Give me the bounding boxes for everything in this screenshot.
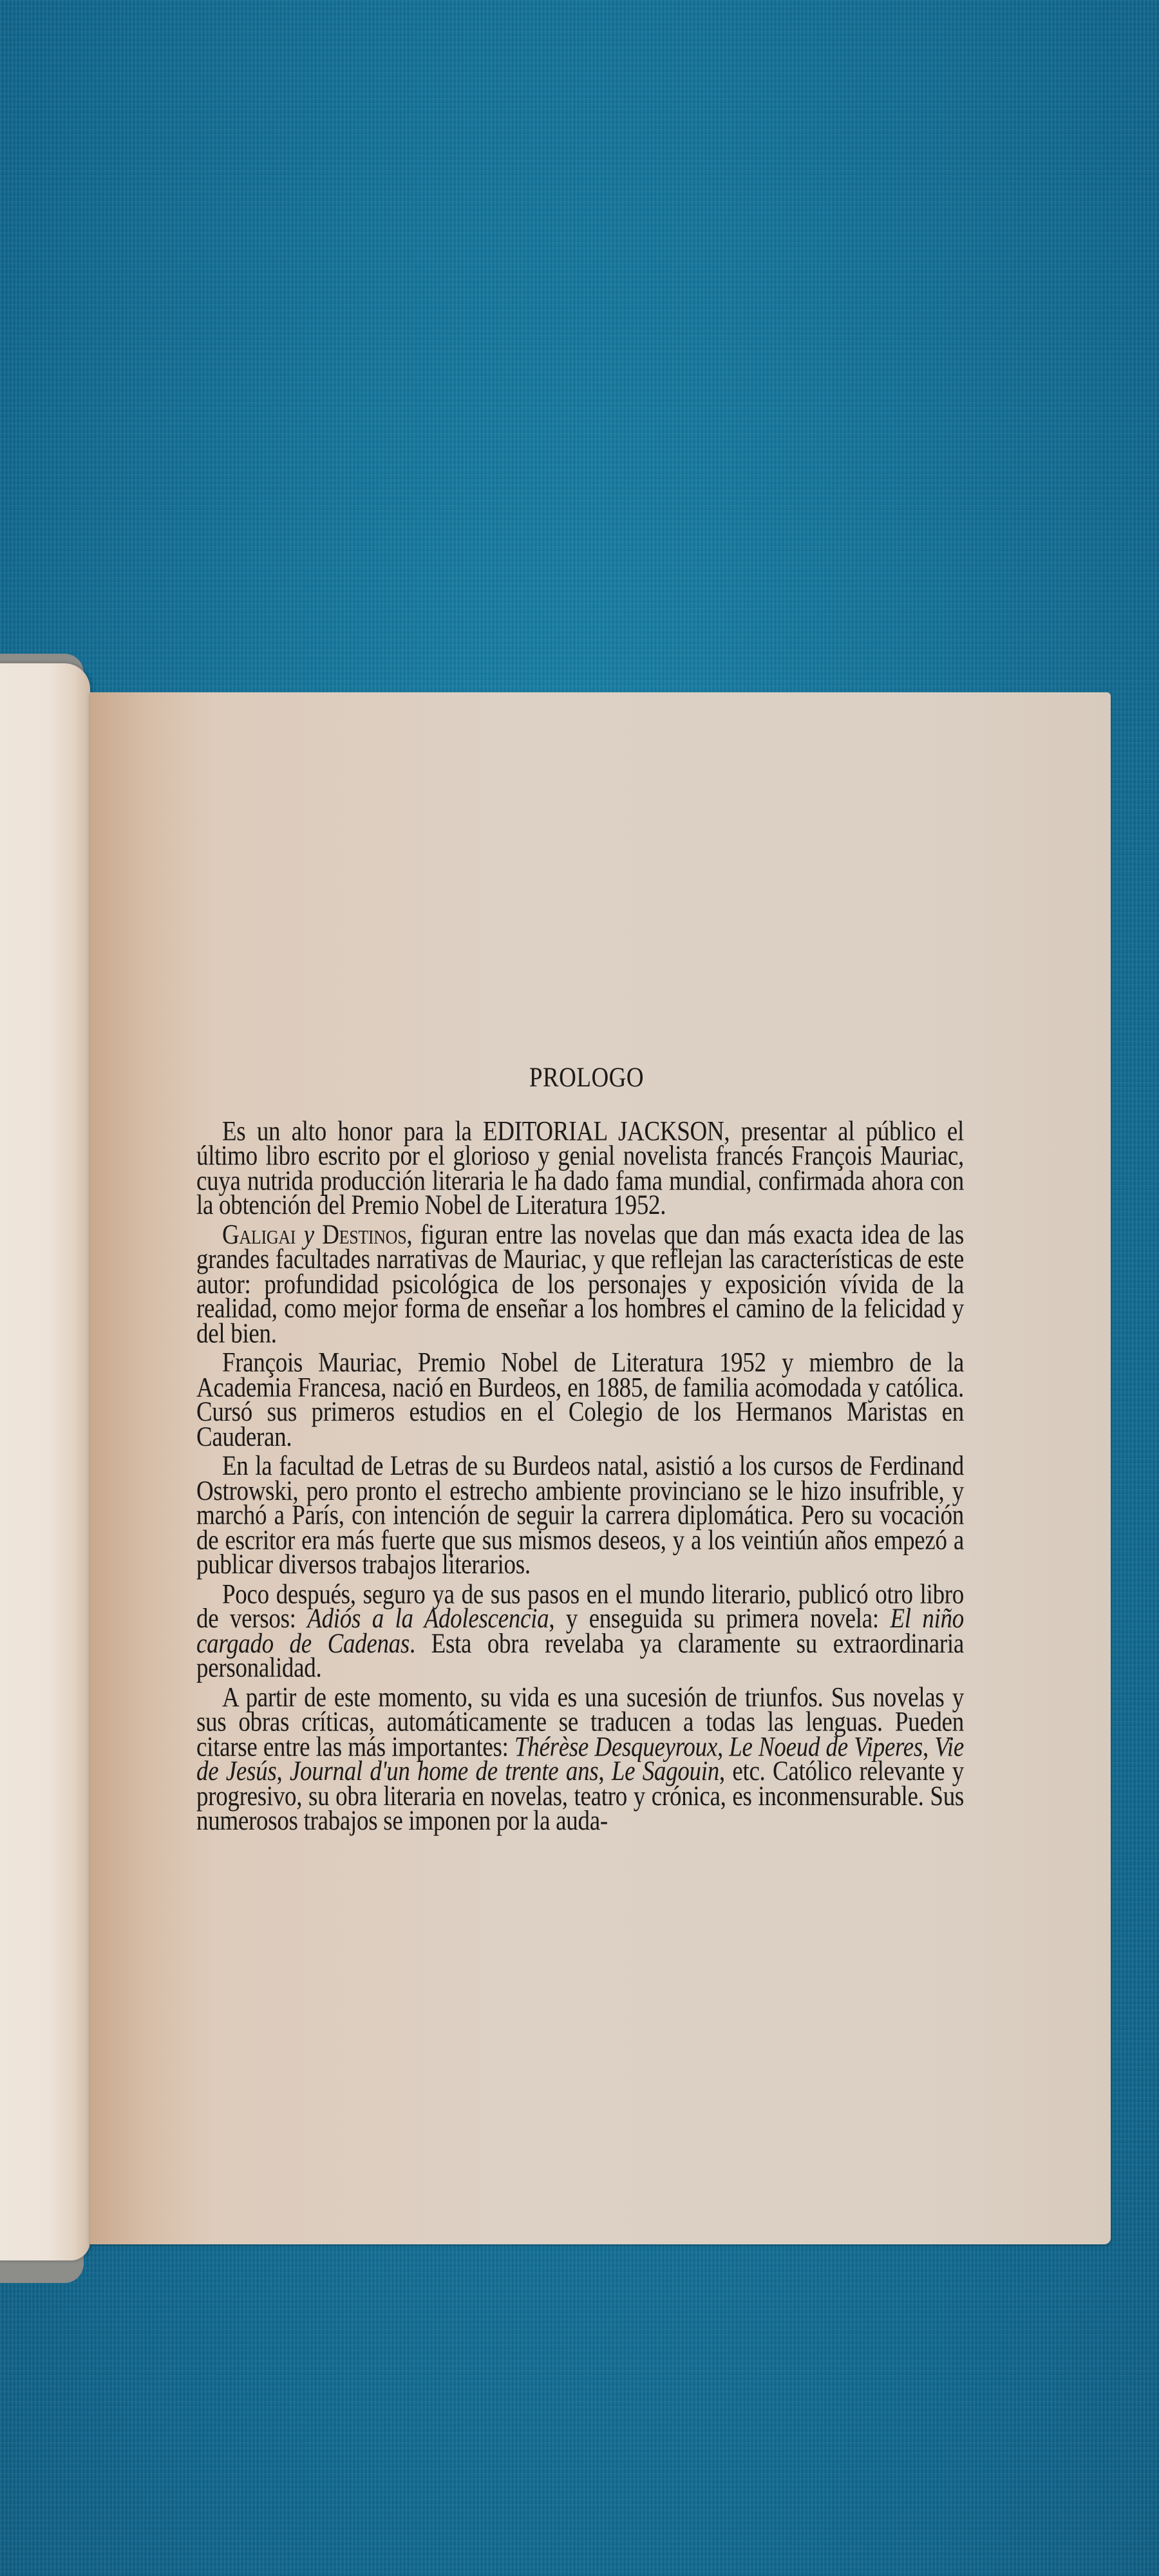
page-text: [196, 1062, 965, 1837]
paragraph-2: [196, 1218, 964, 1349]
work-title: Le Noeud de Viperes: [729, 1731, 923, 1763]
work-title: Le Sagouin: [611, 1756, 719, 1787]
book-title-galigai: Galigai: [222, 1218, 296, 1251]
left-page: [0, 663, 90, 2260]
paragraph-1: Es un alto honor para la EDITORIAL JACKSON, presentar al público el último libro escrito por el glorioso y genial novelista francés François Mauriac, cuya nutrida producción literaria le ha dado fama mundial, confirmada ahora con la obtención del Premio Nobel de Literatura 1952.: [196, 1115, 964, 1221]
paragraph-6-text-a: A partir de este momento, su vida es una sucesión de triunfos. Sus novelas y sus obras críticas, automáticamente se traducen a todas las lenguas. Pueden citarse entre las más importantes:: [196, 1681, 964, 1763]
book-title-adios: Adiós a la Adolescencia: [307, 1603, 549, 1634]
book-title-destinos: Destinos: [322, 1218, 407, 1251]
paragraph-3: François Mauriac, Premio Nobel de Literatura 1952 y miembro de la Academia Francesa, nació en Burdeos, en 1885, de familia acomodada y católica. Cursó sus primeros estudios en el Colegio de los Hermanos Maristas en Cauderan.: [196, 1347, 964, 1453]
page-title: PROLOGO: [529, 1062, 645, 1094]
paragraph-6-text-b: , etc. Católico relevante y progresivo, su obra literaria en novelas, teatro y crónica, es inconmensurable. Sus numerosos trabajos se imponen por la auda-: [196, 1756, 964, 1837]
paragraph-6: [196, 1681, 965, 1837]
separator: ,: [276, 1756, 290, 1787]
paragraph-5-text-c: . Esta obra revelaba ya claramente su extraordinaria personalidad.: [196, 1627, 964, 1684]
separator: ,: [598, 1756, 612, 1787]
book-title-nino: El niño cargado de Cadenas: [196, 1603, 964, 1659]
conjunction: y: [296, 1218, 323, 1251]
paragraph-5-text-a: Poco después, seguro ya de sus pasos en el mundo literario, publicó otro libro de versos:: [196, 1578, 964, 1634]
book-page: [90, 692, 1111, 2244]
work-title: Thérèse Desqueyroux: [514, 1731, 717, 1763]
paragraph-2-text: , figuran entre las novelas que dan más exacta idea de las grandes facultades narrativas de Mauriac, y que reflejan las características de este autor: profundidad psicológica de los personajes y exposición vívida de la realidad, como mejor forma de enseñar a los hombres el camino de la felicidad y del bien.: [196, 1218, 964, 1349]
work-title: Vie de Jesús: [196, 1731, 965, 1787]
separator: ,: [717, 1731, 730, 1763]
separator: ,: [923, 1731, 935, 1763]
work-title: Journal d'un home de trente ans: [289, 1756, 599, 1787]
paragraph-4: En la facultad de Letras de su Burdeos natal, asistió a los cursos de Ferdinand Ostrowski, pero pronto el estrecho ambiente provinciano se le hizo insufrible, y marchó a París, con intención de seguir la carrera diplomática. Pero su vocación de escritor era más fuerte que sus mismos deseos, y a los veintiún años empezó a publicar diversos trabajos literarios.: [196, 1450, 964, 1580]
paragraph-5: [196, 1578, 964, 1684]
paragraph-5-text-b: , y enseguida su primera novela:: [549, 1603, 890, 1634]
